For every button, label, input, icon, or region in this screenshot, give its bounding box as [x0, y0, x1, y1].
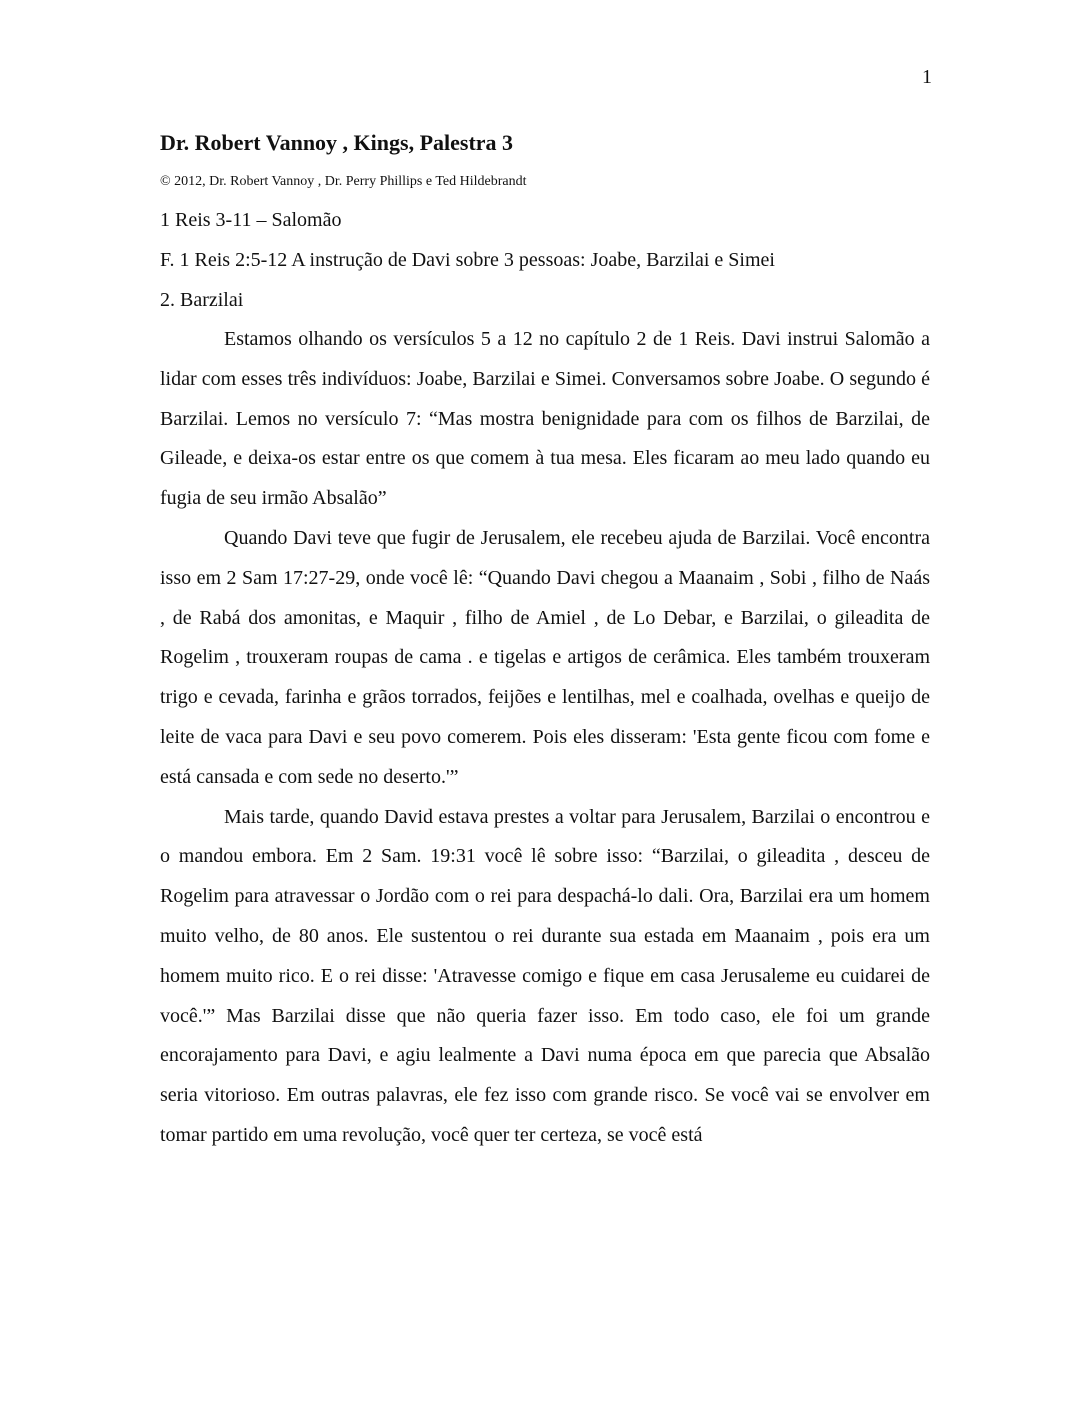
page-number: 1 [922, 66, 932, 88]
subsection-heading: F. 1 Reis 2:5-12 A instrução de Davi sobre 3 pessoas: Joabe, Barzilai e Simei [160, 249, 775, 271]
paragraph: Mais tarde, quando David estava prestes a voltar para Jerusalem, Barzilai o encontrou e o mandou embora. Em 2 Sam. 19:31 você lê sobre isso: “Barzilai, o gileadita , desceu de Rogelim para atravessar o Jordão com o rei para despachá-lo dali. Ora, Barzilai era um homem muito velho, de 80 anos. Ele sustentou o rei durante sua estada em Maanaim , pois era um homem muito rico. E o rei disse: 'Atravesse comigo e fique em casa Jerusaleme eu cuidarei de você.'” Mas Barzilai disse que não queria fazer isso. Em todo caso, ele foi um grande encorajamento para Davi, e agiu lealmente a Davi numa época em que parecia que Absalão seria vitorioso. Em outras palavras, ele fez isso com grande risco. Se você vai se envolver em tomar partido em uma revolução, você quer ter certeza, se você está [160, 805, 930, 1146]
point-heading: 2. Barzilai [160, 289, 244, 311]
copyright-line: © 2012, Dr. Robert Vannoy , Dr. Perry Phillips e Ted Hildebrandt [160, 174, 527, 189]
paragraph: Quando Davi teve que fugir de Jerusalem, ele recebeu ajuda de Barzilai. Você encontra isso em 2 Sam 17:27-29, onde você lê: “Quando Davi chegou a Maanaim , Sobi , filho de Naás , de Rabá dos amonitas, e Maquir , filho de Amiel , de Lo Debar, e Barzilai, o gileadita de Rogelim , trouxeram roupas de cama . e tigelas e artigos de cerâmica. Eles também trouxeram trigo e cevada, farinha e grãos torrados, feijões e lentilhas, mel e coalhada, ovelhas e queijo de leite de vaca para Davi e seu povo comerem. Pois eles disseram: 'Esta gente ficou com fome e está cansada e com sede no deserto.'” [160, 526, 930, 788]
section-heading: 1 Reis 3-11 – Salomão [160, 209, 342, 231]
document-body [160, 126, 930, 1156]
paragraph: Estamos olhando os versículos 5 a 12 no capítulo 2 de 1 Reis. Davi instrui Salomão a lidar com esses três indivíduos: Joabe, Barzilai e Simei. Conversamos sobre Joabe. O segundo é Barzilai. Lemos no versículo 7: “Mas mostra benignidade para com os filhos de Barzilai, de Gileade, e deixa-os estar entre os que comem à tua mesa. Eles ficaram ao meu lado quando eu fugia de seu irmão Absalão” [160, 328, 930, 510]
document-title: Dr. Robert Vannoy , Kings, Palestra 3 [160, 130, 514, 155]
